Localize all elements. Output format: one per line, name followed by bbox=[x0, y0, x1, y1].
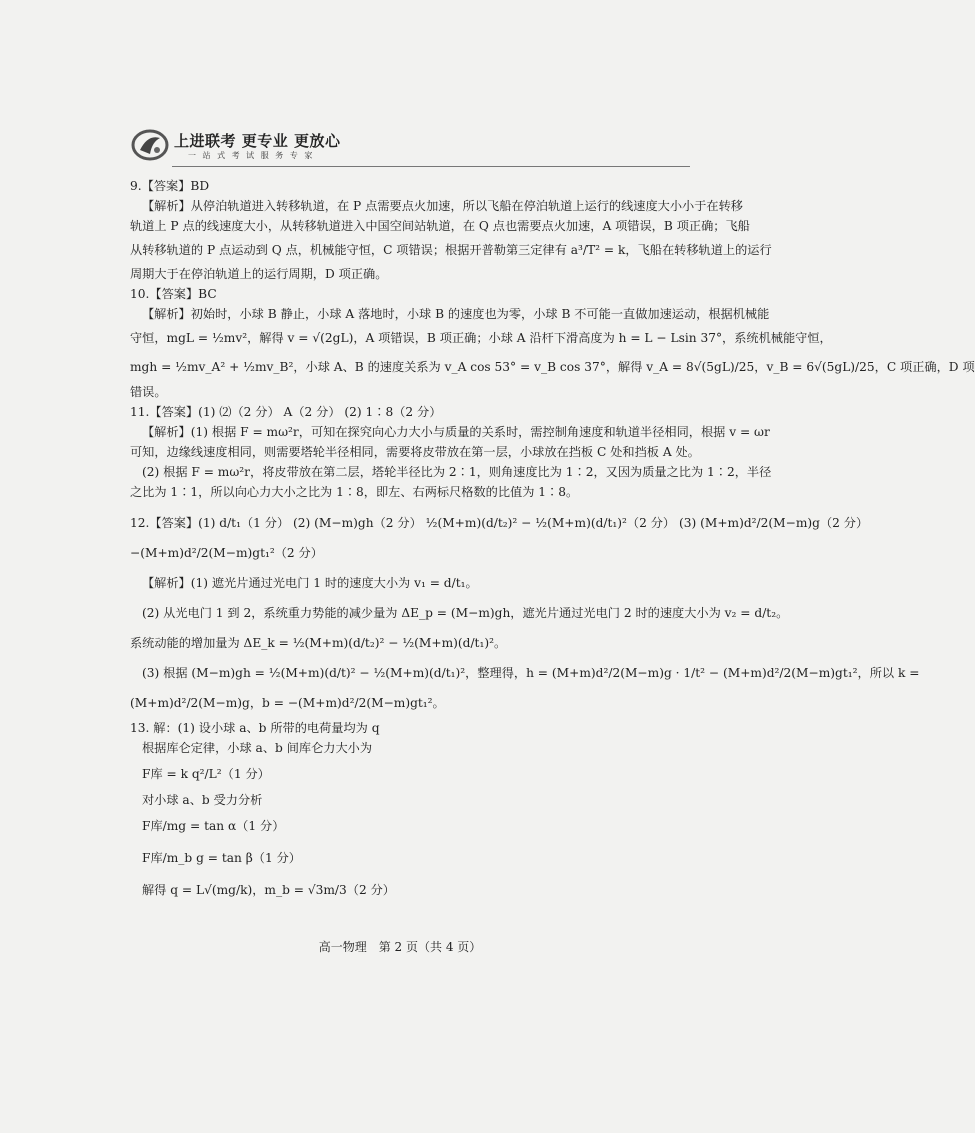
header bbox=[130, 128, 690, 168]
answer-content bbox=[130, 176, 975, 906]
q10-explain-line: 守恒，mgL = ½mv²，解得 v = √(2gL)，A 项错误，B 项正确；小球 A 沿杆下滑高度为 h = L − Lsin 37°，系统机械能守恒， bbox=[130, 331, 832, 345]
brand-slogan: 上进联考 更专业 更放心 bbox=[174, 132, 341, 150]
brand-tagline: 一 站 式 考 试 服 务 专 家 bbox=[188, 151, 315, 160]
q12-answer: 12.【答案】(1) d/t₁（1 分） (2) (M−m)gh（2 分） ½(M+m)(d/t₂)² − ½(M+m)(d/t₁)²（2 分） (3) (M+m)d²/2(M−m)g（2 分） bbox=[130, 516, 869, 530]
q11-answer: 11.【答案】(1) ⑵（2 分） A（2 分） (2) 1∶8（2 分） bbox=[130, 405, 442, 419]
q13-heading: 13. 解：(1) 设小球 a、b 所带的电荷量均为 q bbox=[130, 721, 380, 735]
q10-explain-line: 错误。 bbox=[130, 385, 167, 399]
q11-explain-line: (2) 根据 F = mω²r，将皮带放在第二层，塔轮半径比为 2∶1，则角速度比为 1∶2，又因为质量之比为 1∶2，半径 bbox=[142, 465, 772, 479]
q13-line: F库/mg = tan α（1 分） bbox=[142, 819, 285, 833]
q11-explain-line: 可知，边缘线速度相同，则需要塔轮半径相同，需要将皮带放在第一层，小球放在挡板 C 处和挡板 A 处。 bbox=[130, 445, 700, 459]
q13-line: 解得 q = L√(mg/k)，m_b = √3m/3（2 分） bbox=[142, 883, 395, 897]
q10-explain-line: mgh = ½mv_A² + ½mv_B²，小球 A、B 的速度关系为 v_A cos 53° = v_B cos 37°，解得 v_A = 8√(5gL)/25，v_B = 6√(5gL)/25，C 项正确，D 项 bbox=[130, 360, 975, 374]
q9-explain-line: 轨道上 P 点的线速度大小，从转移轨道进入中国空间站轨道，在 Q 点也需要点火加速，A 项错误，B 项正确；飞船 bbox=[130, 219, 750, 233]
q12-explain-line: 【解析】(1) 遮光片通过光电门 1 时的速度大小为 v₁ = d/t₁。 bbox=[142, 576, 478, 590]
q13-line: F库/m_b g = tan β（1 分） bbox=[142, 851, 301, 865]
q13-line: F库 = k q²/L²（1 分） bbox=[142, 767, 270, 781]
q12-answer-cont: −(M+m)d²/2(M−m)gt₁²（2 分） bbox=[130, 546, 323, 560]
q13-line: 根据库仑定律，小球 a、b 间库仑力大小为 bbox=[142, 741, 373, 755]
q11-explain-line: 之比为 1∶1，所以向心力大小之比为 1∶8，即左、右两标尺格数的比值为 1∶8。 bbox=[130, 485, 579, 499]
q9-explain-line: 【解析】从停泊轨道进入转移轨道，在 P 点需要点火加速，所以飞船在停泊轨道上运行的线速度大小小于在转移 bbox=[142, 199, 743, 213]
q11-explain-line: 【解析】(1) 根据 F = mω²r，可知在探究向心力大小与质量的关系时，需控制角速度和轨道半径相同，根据 v = ωr bbox=[142, 425, 770, 439]
header-rule bbox=[172, 166, 690, 167]
q9-explain-line: 周期大于在停泊轨道上的运行周期，D 项正确。 bbox=[130, 267, 388, 281]
q13-line: 对小球 a、b 受力分析 bbox=[142, 793, 263, 807]
q9-answer: 9.【答案】BD bbox=[130, 179, 210, 193]
q12-explain-line: (M+m)d²/2(M−m)g，b = −(M+m)d²/2(M−m)gt₁²。 bbox=[130, 696, 445, 710]
q12-explain-line: (3) 根据 (M−m)gh = ½(M+m)(d/t)² − ½(M+m)(d/t₁)²，整理得，h = (M+m)d²/2(M−m)g · 1/t² − (M+m)d²/2(M−m)gt₁²，所以 k = bbox=[142, 666, 920, 680]
q12-explain-line: 系统动能的增加量为 ΔE_k = ½(M+m)(d/t₂)² − ½(M+m)(d/t₁)²。 bbox=[130, 636, 507, 650]
page-footer: 高一物理 第 2 页（共 4 页） bbox=[318, 940, 482, 954]
q12-explain-line: (2) 从光电门 1 到 2，系统重力势能的减少量为 ΔE_p = (M−m)gh，遮光片通过光电门 2 时的速度大小为 v₂ = d/t₂。 bbox=[142, 606, 789, 620]
q9-explain-line: 从转移轨道的 P 点运动到 Q 点，机械能守恒，C 项错误；根据开普勒第三定律有 a³/T² = k，飞船在转移轨道上的运行 bbox=[130, 243, 772, 257]
logo-icon bbox=[130, 128, 170, 162]
q10-answer: 10.【答案】BC bbox=[130, 287, 217, 301]
q10-explain-line: 【解析】初始时，小球 B 静止，小球 A 落地时，小球 B 的速度也为零，小球 B 不可能一直做加速运动，根据机械能 bbox=[142, 307, 770, 321]
